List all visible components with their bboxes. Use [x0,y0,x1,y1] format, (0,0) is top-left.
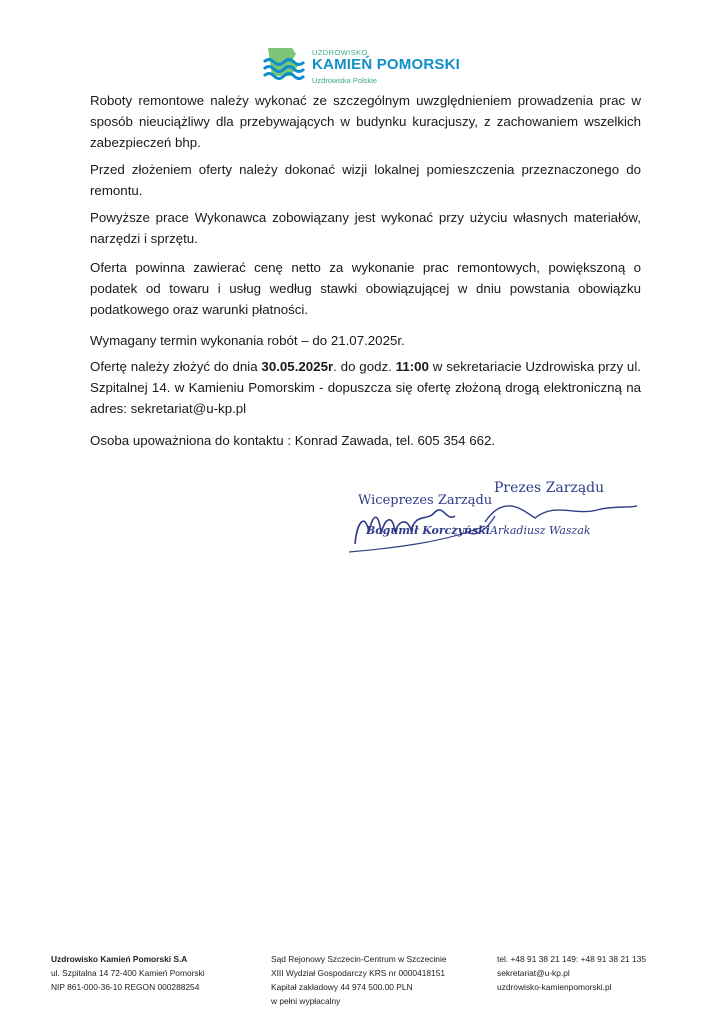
logo-tagline: Uzdrowiska Polskie [312,76,378,85]
wave-logo-icon [262,46,308,86]
submission-date: 30.05.2025r [261,359,334,374]
footer-paid: w pełni wypłacalny [271,996,341,1006]
footer-krs: XIII Wydział Gospodarczy KRS nr 0000418151 [271,968,446,978]
footer-email[interactable]: sekretariat@u-kp.pl [497,968,570,978]
president-name: Arkadiusz Waszak [490,524,591,537]
logo-small-text: UZDROWISKO [312,48,368,57]
submission-text-b: . do godz. [333,359,396,374]
submission-time: 11:00 [395,359,429,374]
footer-website[interactable]: uzdrowisko-kamienpomorski.pl [497,982,612,992]
paragraph-offer-content: Oferta powinna zawierać cenę netto za wykonanie prac remontowych, powiększoną o podatek od towaru i usług według stawki obowiązującej w dniu powstania obowiązku podatkowego oraz warunki płatności. [90,260,641,317]
footer-contact [497,952,646,994]
paragraph-contact: Osoba upoważniona do kontaktu : Konrad Zawada, tel. 605 354 662. [90,433,496,448]
paragraph-site-visit: Przed złożeniem oferty należy dokonać wizji lokalnej pomieszczenia przeznaczonego do remontu. [90,162,641,198]
submission-text-c: w sekretariacie Uzdrowiska przy ul. Szpitalnej 14. w Kamieniu Pomorskim - dopuszcza się ofertę złożoną drogą elektroniczną na adres: sekretariat@u-kp.pl [90,359,641,416]
footer-court: Sąd Rejonowy Szczecin-Centrum w Szczecinie [271,954,447,964]
footer-company-address: ul. Szpitalna 14 72-400 Kamień Pomorski [51,968,205,978]
footer-company-name: Uzdrowisko Kamień Pomorski S.A [51,954,188,964]
paragraph-materials: Powyższe prace Wykonawca zobowiązany jest wykonać przy użyciu własnych materiałów, narzędzi i sprzętu. [90,210,641,246]
vice-president-title: Wiceprezes Zarządu [358,493,493,508]
paragraph-works-conditions: Roboty remontowe należy wykonać ze szczególnym uwzględnieniem prowadzenia prac w sposób nieuciążliwy dla przebywających w budynku kuracjuszy, z zachowaniem wszelkich zabezpieczeń bhp. [90,93,641,150]
submission-text-a: Ofertę należy złożyć do dnia [90,359,262,374]
paragraph-deadline: Wymagany termin wykonania robót – do 21.07.2025r. [90,333,405,348]
logo-name: KAMIEŃ POMORSKI [312,56,461,73]
president-title: Prezes Zarządu [494,480,605,496]
vice-president-name: Bogumił Korczyński [366,524,490,537]
footer-company [51,952,205,994]
footer-company-ids: NIP 861-000-36-10 REGON 000288254 [51,982,200,992]
footer-capital: Kapitał zakładowy 44 974 500.00 PLN [271,982,413,992]
paragraph-submission [90,356,641,419]
footer-phone: tel. +48 91 38 21 149: +48 91 38 21 135 [497,954,647,964]
company-logo [262,46,462,86]
footer-registry [271,952,446,1008]
